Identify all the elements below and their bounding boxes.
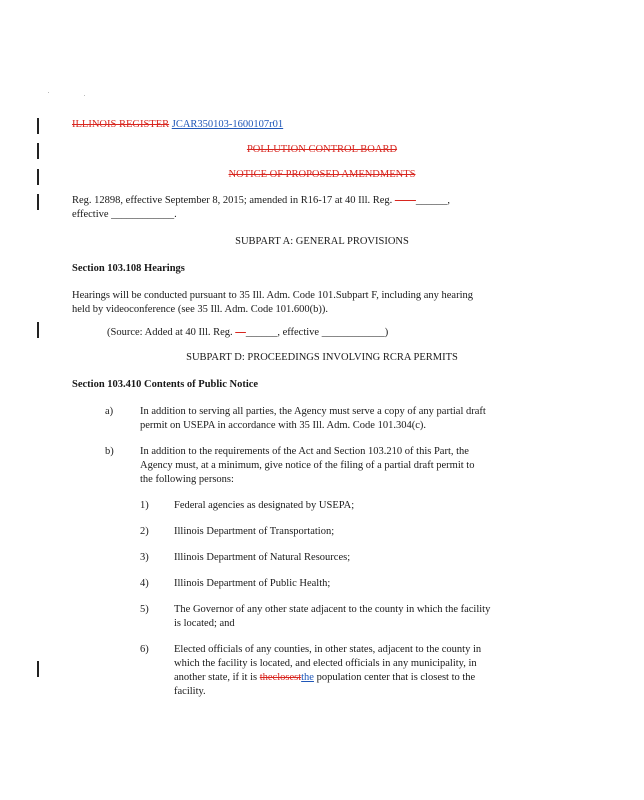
- subpart-a-heading: SUBPART A: GENERAL PROVISIONS: [235, 236, 409, 247]
- list-item-continued: facility.: [174, 686, 206, 697]
- scan-speck: [48, 92, 49, 93]
- list-item: Illinois Department of Public Health;: [174, 578, 331, 589]
- section-108-body-1: Hearings will be conducted pursuant to 35 Ill. Adm. Code 101.Subpart F, including any hearing: [72, 290, 474, 301]
- list-item: Illinois Department of Transportation;: [174, 526, 335, 537]
- register-inserted: JCAR350103-1600107r01: [171, 119, 284, 130]
- list-item-number: 4): [140, 578, 149, 589]
- board-title: POLLUTION CONTROL BOARD: [246, 144, 398, 155]
- source-deleted-blank: —: [235, 327, 246, 338]
- subsection-b-label: b): [105, 446, 114, 457]
- list-item: The Governor of any other state adjacent to the county in which the facility: [174, 604, 491, 615]
- list-item-number: 6): [140, 644, 149, 655]
- list-item-continued: is located; and: [174, 618, 235, 629]
- change-bar: [37, 118, 39, 134]
- section-410-heading: Section 103.410 Contents of Public Notice: [72, 379, 259, 390]
- deleted-text: theclosest: [259, 672, 302, 683]
- reg-deleted-blank: ——: [394, 195, 416, 206]
- list-item-number: 3): [140, 552, 149, 563]
- subsection-b-line-1: In addition to the requirements of the Act and Section 103.210 of this Part, the: [140, 446, 469, 457]
- change-bar: [37, 661, 39, 677]
- list-item: Federal agencies as designated by USEPA;: [174, 500, 355, 511]
- list-item: Illinois Department of Natural Resources;: [174, 552, 351, 563]
- subsection-b-line-2: Agency must, at a minimum, give notice of the filing of a partial draft permit to: [140, 460, 475, 471]
- change-bar: [37, 194, 39, 210]
- reg-line-2: effective ____________.: [72, 209, 177, 220]
- register-deleted: ILLINOIS REGISTER: [72, 119, 170, 130]
- subsection-a-line-2: permit on USEPA in accordance with 35 Ill. Adm. Code 101.304(c).: [140, 420, 426, 431]
- change-bar: [37, 322, 39, 338]
- subsection-a-line-1: In addition to serving all parties, the Agency must serve a copy of any partial draft: [140, 406, 486, 417]
- reg-line-1: Reg. 12898, effective September 8, 2015; amended in R16-17 at 40 Ill. Reg. ——______,: [72, 195, 451, 206]
- subsection-a-label: a): [105, 406, 114, 417]
- register-line: [72, 119, 283, 130]
- section-108-body-2: held by videoconference (see 35 Ill. Adm. Code 101.600(b)).: [72, 304, 329, 315]
- list-item: Elected officials of any counties, in other states, adjacent to the county in: [174, 644, 482, 655]
- list-item-continued: another state, if it is theclosestthe population center that is closest to the: [174, 672, 476, 683]
- notice-title: NOTICE OF PROPOSED AMENDMENTS: [228, 169, 416, 180]
- section-108-source: (Source: Added at 40 Ill. Reg. —______, effective ____________): [107, 327, 389, 338]
- list-item-number: 5): [140, 604, 149, 615]
- subpart-d-heading: SUBPART D: PROCEEDINGS INVOLVING RCRA PERMITS: [186, 352, 458, 363]
- inserted-text: the: [301, 672, 314, 683]
- scan-speck: [84, 95, 85, 96]
- list-item-continued: which the facility is located, and elected officials in any municipality, in: [174, 658, 477, 669]
- list-item-number: 2): [140, 526, 149, 537]
- subsection-b-line-3: the following persons:: [140, 474, 234, 485]
- section-108-heading: Section 103.108 Hearings: [72, 263, 185, 274]
- list-item-number: 1): [140, 500, 149, 511]
